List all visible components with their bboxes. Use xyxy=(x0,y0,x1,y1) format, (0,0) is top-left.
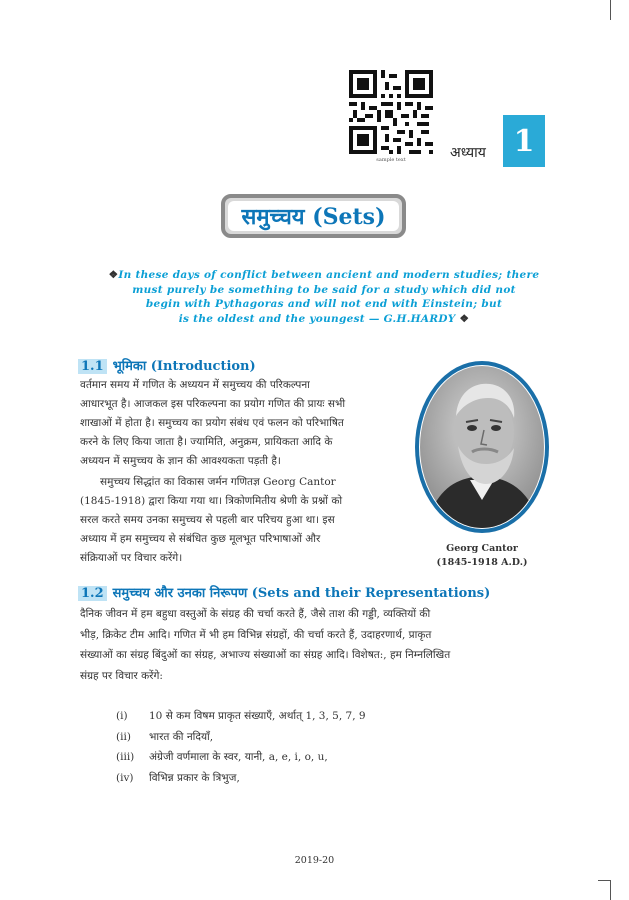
chapter-label: अध्याय xyxy=(450,145,486,161)
text-line: संख्याओं का संग्रह बिंदुओं का संग्रह, अभाज्य संख्याओं का संग्रह आदि। विशेषत:, हम निम्नलिखित xyxy=(80,649,451,661)
list-item-text: भारत की नदियाँ, xyxy=(149,730,214,743)
section-heading-sets xyxy=(78,583,490,601)
text-line: दैनिक जीवन में हम बहुधा वस्तुओं के संग्रह की चर्चा करते हैं, जैसे ताश की गड्डी, व्यक्तियों की xyxy=(80,608,431,620)
text-line: सरल करते समय उनका समुच्चय से पहली बार परिचय हुआ था। इस xyxy=(80,514,335,526)
epigraph-quote xyxy=(96,268,552,326)
list-item-label: (iii) xyxy=(116,751,135,764)
section-heading-intro xyxy=(78,356,256,374)
georg-cantor-portrait xyxy=(414,360,550,534)
list-item xyxy=(116,706,366,727)
list-item xyxy=(116,727,366,748)
intro-paragraph-2 xyxy=(80,473,410,568)
crop-mark-top-right xyxy=(610,0,611,20)
qr-code-label: sample text xyxy=(376,157,406,163)
chapter-title: समुच्चय (Sets) xyxy=(228,201,399,231)
text-line: (1845-1918) द्वारा किया गया था। त्रिकोणमितीय श्रेणी के प्रश्नों को xyxy=(80,495,343,507)
diamond-bullet-icon: ❖ xyxy=(108,269,119,281)
quote-line: ❖In these days of conflict between ancient and modern studies; there xyxy=(108,269,540,281)
qr-code-icon xyxy=(349,70,433,154)
quote-line: must purely be something to be said for a study which did not xyxy=(132,283,516,296)
portrait-caption-name: Georg Cantor xyxy=(446,543,518,554)
text-line: अध्ययन में समुच्चय के ज्ञान की आवश्यकता पड़ती है। xyxy=(80,455,281,467)
text-line: आधारभूत है। आजकल इस परिकल्पना का प्रयोग गणित की प्रायः सभी xyxy=(80,398,346,410)
chapter-number-badge: 1 xyxy=(503,115,545,167)
diamond-bullet-icon: ❖ xyxy=(459,312,470,325)
text-line: भीड़, क्रिकेट टीम आदि। गणित में भी हम विभिन्न संग्रहों, की चर्चा करते हैं, उदाहरणार्थ, प्राकृत xyxy=(80,628,432,641)
section-number: 1.2 xyxy=(78,586,107,601)
text-line: शाखाओं में होता है। समुच्चय का प्रयोग संबंध एवं फलन को परिभाषित xyxy=(80,417,344,429)
list-item-text: 10 से कम विषम प्राकृत संख्याएँ, अर्थात् 1, 3, 5, 7, 9 xyxy=(149,710,366,723)
section-title: समुच्चय और उनका निरूपण (Sets and their Representations) xyxy=(112,586,491,601)
intro-paragraph-1 xyxy=(80,376,410,471)
text-line: समुच्चय सिद्धांत का विकास जर्मन गणितज्ञ Georg Cantor xyxy=(100,476,336,488)
page-footer-year: 2019-20 xyxy=(294,855,335,866)
sets-paragraph xyxy=(80,604,555,686)
quote-line: begin with Pythagoras and will not end with Einstein; but xyxy=(145,298,503,310)
list-item xyxy=(116,768,366,789)
crop-mark-bottom-right xyxy=(610,880,611,900)
list-item-label: (iv) xyxy=(116,771,134,784)
text-line: संक्रियाओं पर विचार करेंगे। xyxy=(80,552,183,564)
text-line: करने के लिए किया जाता है। ज्यामिति, अनुक्रम, प्रायिकता आदि के xyxy=(80,436,333,448)
list-item-text: अंग्रेजी वर्णमाला के स्वर, यानी, a, e, i, o, u, xyxy=(149,751,328,764)
chapter-title-frame xyxy=(221,194,406,238)
crop-mark-bottom-right-h xyxy=(598,880,610,881)
list-item xyxy=(116,747,366,768)
examples-list xyxy=(116,706,366,788)
list-item-label: (ii) xyxy=(116,730,131,743)
section-title: भूमिका (Introduction) xyxy=(112,359,256,374)
portrait-caption-years: (1845-1918 A.D.) xyxy=(436,557,528,568)
list-item-label: (i) xyxy=(116,710,128,723)
list-item-text: विभिन्न प्रकार के त्रिभुज, xyxy=(149,771,240,784)
text-line: अध्याय में हम समुच्चय से संबंधित कुछ मूलभूत परिभाषाओं और xyxy=(80,533,321,545)
text-line: संग्रह पर विचार करेंगे: xyxy=(80,669,163,682)
section-number: 1.1 xyxy=(78,359,107,374)
text-line: वर्तमान समय में गणित के अध्ययन में समुच्चय की परिकल्पना xyxy=(80,379,310,391)
quote-line: is the oldest and the youngest — G.H.HARDY ❖ xyxy=(178,312,470,325)
